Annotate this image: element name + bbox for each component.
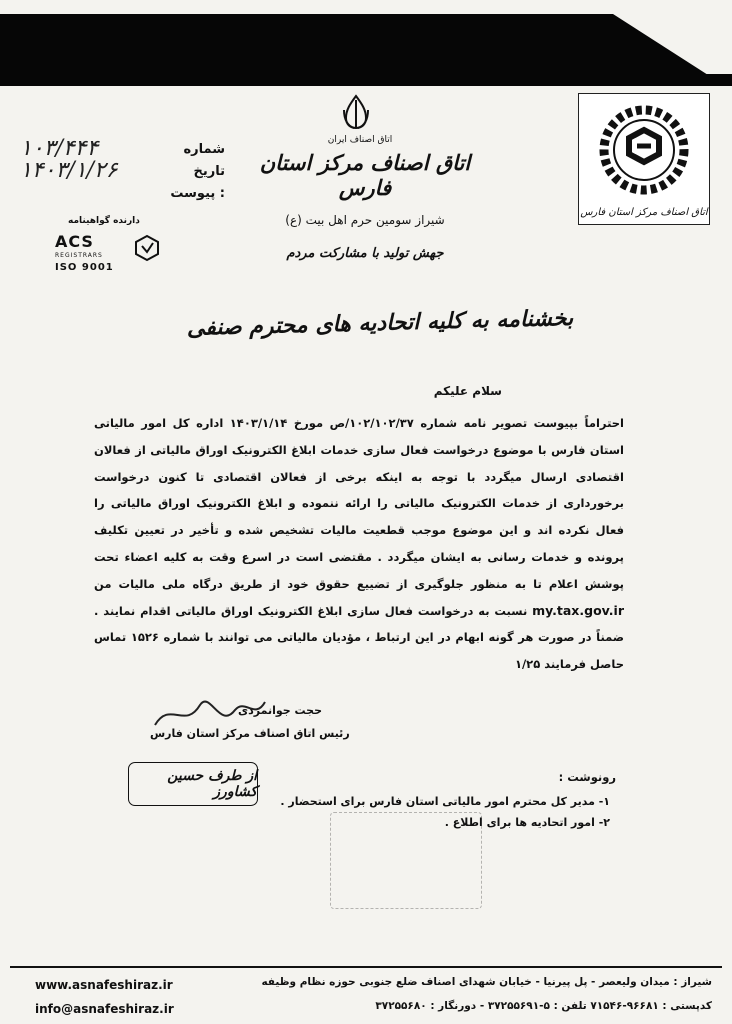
attachment-label: پیوست : <box>170 186 225 201</box>
chamber-logo <box>578 93 710 225</box>
letter-body <box>94 410 624 678</box>
cert-holder-label: دارنده گواهینامه <box>68 216 140 226</box>
org-small: اتاق اصناف ایران <box>327 135 393 145</box>
logo-caption: اتاق اصناف مرکز استان فارس <box>580 207 708 218</box>
cc-title: رونوشت : <box>558 770 616 784</box>
website-link[interactable]: www.asnafeshiraz.ir <box>35 978 173 992</box>
cc-item: ۱- مدیر کل محترم امور مالیاتی استان فارس برای استحضار . <box>280 795 610 808</box>
faint-stamp <box>330 812 482 909</box>
signer-title: رئیس اتاق اصناف مرکز استان فارس <box>150 727 350 740</box>
cc-item: ۲- امور اتحادیه ها برای اطلاع . <box>444 816 610 829</box>
org-slogan: جهش تولید با مشارکت مردم <box>286 246 444 261</box>
iso-cert <box>55 232 160 276</box>
footer-contact: کدپستی : ۹۶۶۸۱-۷۱۵۴۶ تلفن : ۵-۳۷۲۵۵۶۹۱ - دورنگار : ۳۷۲۵۵۶۸۰ <box>375 1000 712 1012</box>
cert-registrars: REGISTRARS <box>55 252 103 259</box>
gear-logo-icon <box>585 100 703 200</box>
on-behalf-stamp <box>128 762 258 806</box>
iran-emblem-icon <box>336 92 376 132</box>
cert-iso: ISO 9001 <box>55 262 114 273</box>
org-subtitle: شیراز سومین حرم اهل بیت (ع) <box>285 213 445 227</box>
tax-portal-link[interactable]: my.tax.gov.ir <box>532 602 624 618</box>
salutation: سلام علیکم <box>433 384 502 398</box>
date-value: ۱۴۰۳/۱/۲۶ <box>20 158 118 183</box>
number-value: ۱۰۳/۴۴۴ <box>20 136 99 161</box>
body-paragraph-2: نسبت به درخواست فعال سازی ابلاغ الکترونیک اوراق مالیاتی اقدام نمایند . ضمناً در صورت هر گونه ابهام در این ارتباط ، مؤدیان مالیاتی می توانند با شماره ۱۵۲۶ تماس حاصل فرمایند ۱/۲۵ <box>94 603 625 672</box>
email-link[interactable]: info@asnafeshiraz.ir <box>35 1002 174 1016</box>
cert-name: ACS <box>55 232 94 251</box>
ukas-badge-icon <box>134 234 160 262</box>
document-heading: بخشنامه به کلیه اتحادیه های محترم صنفی <box>186 304 574 342</box>
footer-address: شیراز : میدان ولیعصر - پل پیرنیا - خیابان شهدای اصناف ضلع جنوبی حوزه نظام وظیفه <box>261 976 712 988</box>
body-paragraph-1: احتراماً بپیوست تصویر نامه شماره ۱۰۲/۱۰۲/۳۷/ص مورخ ۱۴۰۳/۱/۱۴ اداره کل امور مالیاتی استان فارس با موضوع درخواست فعال سازی خدمات ابلاغ الکترونیک اوراق مالیاتی از فعالان اقتصادی ارسال میگردد با توجه به اینکه برخی از فعالان اقتصادی تا کنون درخواست برخورداری از خدمات الکترونیک مالیاتی را ارائه ننموده و ابلاغ الکترونیک اوراق مالیاتی را فعال نکرده اند و این موضوع موجب قطعیت مالیات تشخیص شده و تأخیر در تعیین تکلیف پرونده و خدمات رسانی به ایشان میگردد . مقتضی است در اسرع وقت به کلیه اعضاء تحت پوشش اعلام تا به منظور جلوگیری از تضییع حقوق خود از طریق درگاه ملی مالیات من <box>94 416 624 591</box>
number-label: شماره <box>183 142 225 157</box>
signer-name: حجت جوانمردی <box>238 704 322 717</box>
letter-meta <box>10 136 225 206</box>
redaction-bar <box>0 14 732 86</box>
footer-divider <box>10 966 722 968</box>
org-title: اتاق اصناف مرکز استان فارس <box>259 150 471 200</box>
date-label: تاریخ <box>193 164 225 179</box>
on-behalf-text: از طرف حسین کشاورز <box>167 768 257 800</box>
